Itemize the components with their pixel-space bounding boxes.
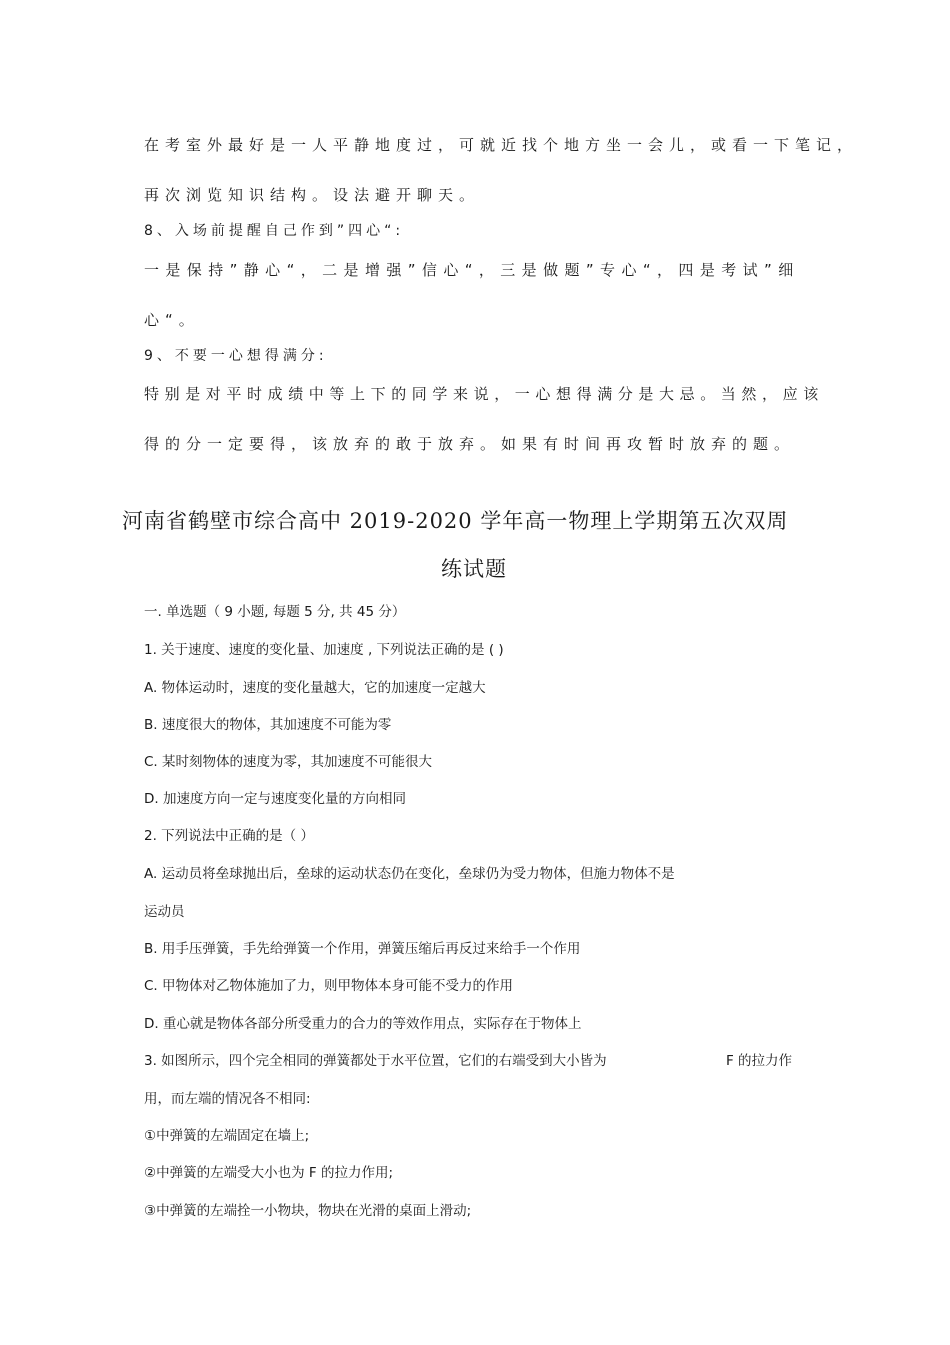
question-3-stem-line-1-end: F 的拉力作	[726, 1053, 793, 1069]
question-3-case-1: ①中弹簧的左端固定在墙上;	[144, 1128, 310, 1144]
question-1-stem: 1. 关于速度、速度的变化量、加速度 , 下列说法正确的是 ( )	[144, 642, 504, 658]
exam-title-line-1: 河南省鹤壁市综合高中 2019-2020 学年高一物理上学期第五次双周	[122, 509, 789, 533]
question-2-option-a-line-1: A. 运动员将垒球抛出后，垒球的运动状态仍在变化，垒球仍为受力物体，但施力物体不是	[144, 866, 675, 882]
question-2-option-a-line-2: 运动员	[144, 904, 185, 920]
question-1-option-c: C. 某时刻物体的速度为零，其加速度不可能很大	[144, 754, 433, 770]
exam-title-line-2: 练试题	[441, 557, 507, 581]
tip-item-8-line-2: 心“。	[144, 311, 200, 329]
tip-paragraph-line-2: 再次浏览知识结构。设法避开聊天。	[144, 186, 481, 204]
question-3-stem-line-2: 用，而左端的情况各不相同:	[144, 1091, 311, 1107]
question-3-stem-line-1: 3. 如图所示，四个完全相同的弹簧都处于水平位置，它们的右端受到大小皆为	[144, 1053, 607, 1069]
question-2-option-d: D. 重心就是物体各部分所受重力的合力的等效作用点，实际存在于物体上	[144, 1016, 582, 1032]
tip-item-8-line-1: 一是保持”静心“，二是增强”信心“，三是做题”专心“，四是考试”细	[144, 261, 800, 279]
question-2-stem: 2. 下列说法中正确的是（ ）	[144, 828, 314, 844]
question-3-case-3: ③中弹簧的左端拴一小物块，物块在光滑的桌面上滑动;	[144, 1203, 472, 1219]
tip-item-8-title: 8、入场前提醒自己作到”四心“:	[144, 223, 405, 239]
question-1-option-b: B. 速度很大的物体，其加速度不可能为零	[144, 717, 392, 733]
question-1-option-a: A. 物体运动时，速度的变化量越大，它的加速度一定越大	[144, 680, 486, 696]
question-2-option-c: C. 甲物体对乙物体施加了力，则甲物体本身可能不受力的作用	[144, 978, 514, 994]
tip-item-9-line-1: 特别是对平时成绩中等上下的同学来说，一心想得满分是大忌。当然，应该	[144, 385, 824, 403]
question-3-case-2: ②中弹簧的左端受大小也为 F 的拉力作用;	[144, 1165, 393, 1181]
tip-item-9-title: 9、不要一心想得满分:	[144, 348, 328, 364]
tip-item-9-line-2: 得的分一定要得，该放弃的敢于放弃。如果有时间再攻暂时放弃的题。	[144, 435, 796, 453]
question-1-option-d: D. 加速度方向一定与速度变化量的方向相同	[144, 791, 406, 807]
tip-paragraph-line-1: 在考室外最好是一人平静地度过，可就近找个地方坐一会儿，或看一下笔记，	[144, 136, 859, 154]
question-2-option-b: B. 用手压弹簧，手先给弹簧一个作用，弹簧压缩后再反过来给手一个作用	[144, 941, 581, 957]
section-heading: 一. 单选题（ 9 小题, 每题 5 分, 共 45 分）	[144, 604, 406, 620]
